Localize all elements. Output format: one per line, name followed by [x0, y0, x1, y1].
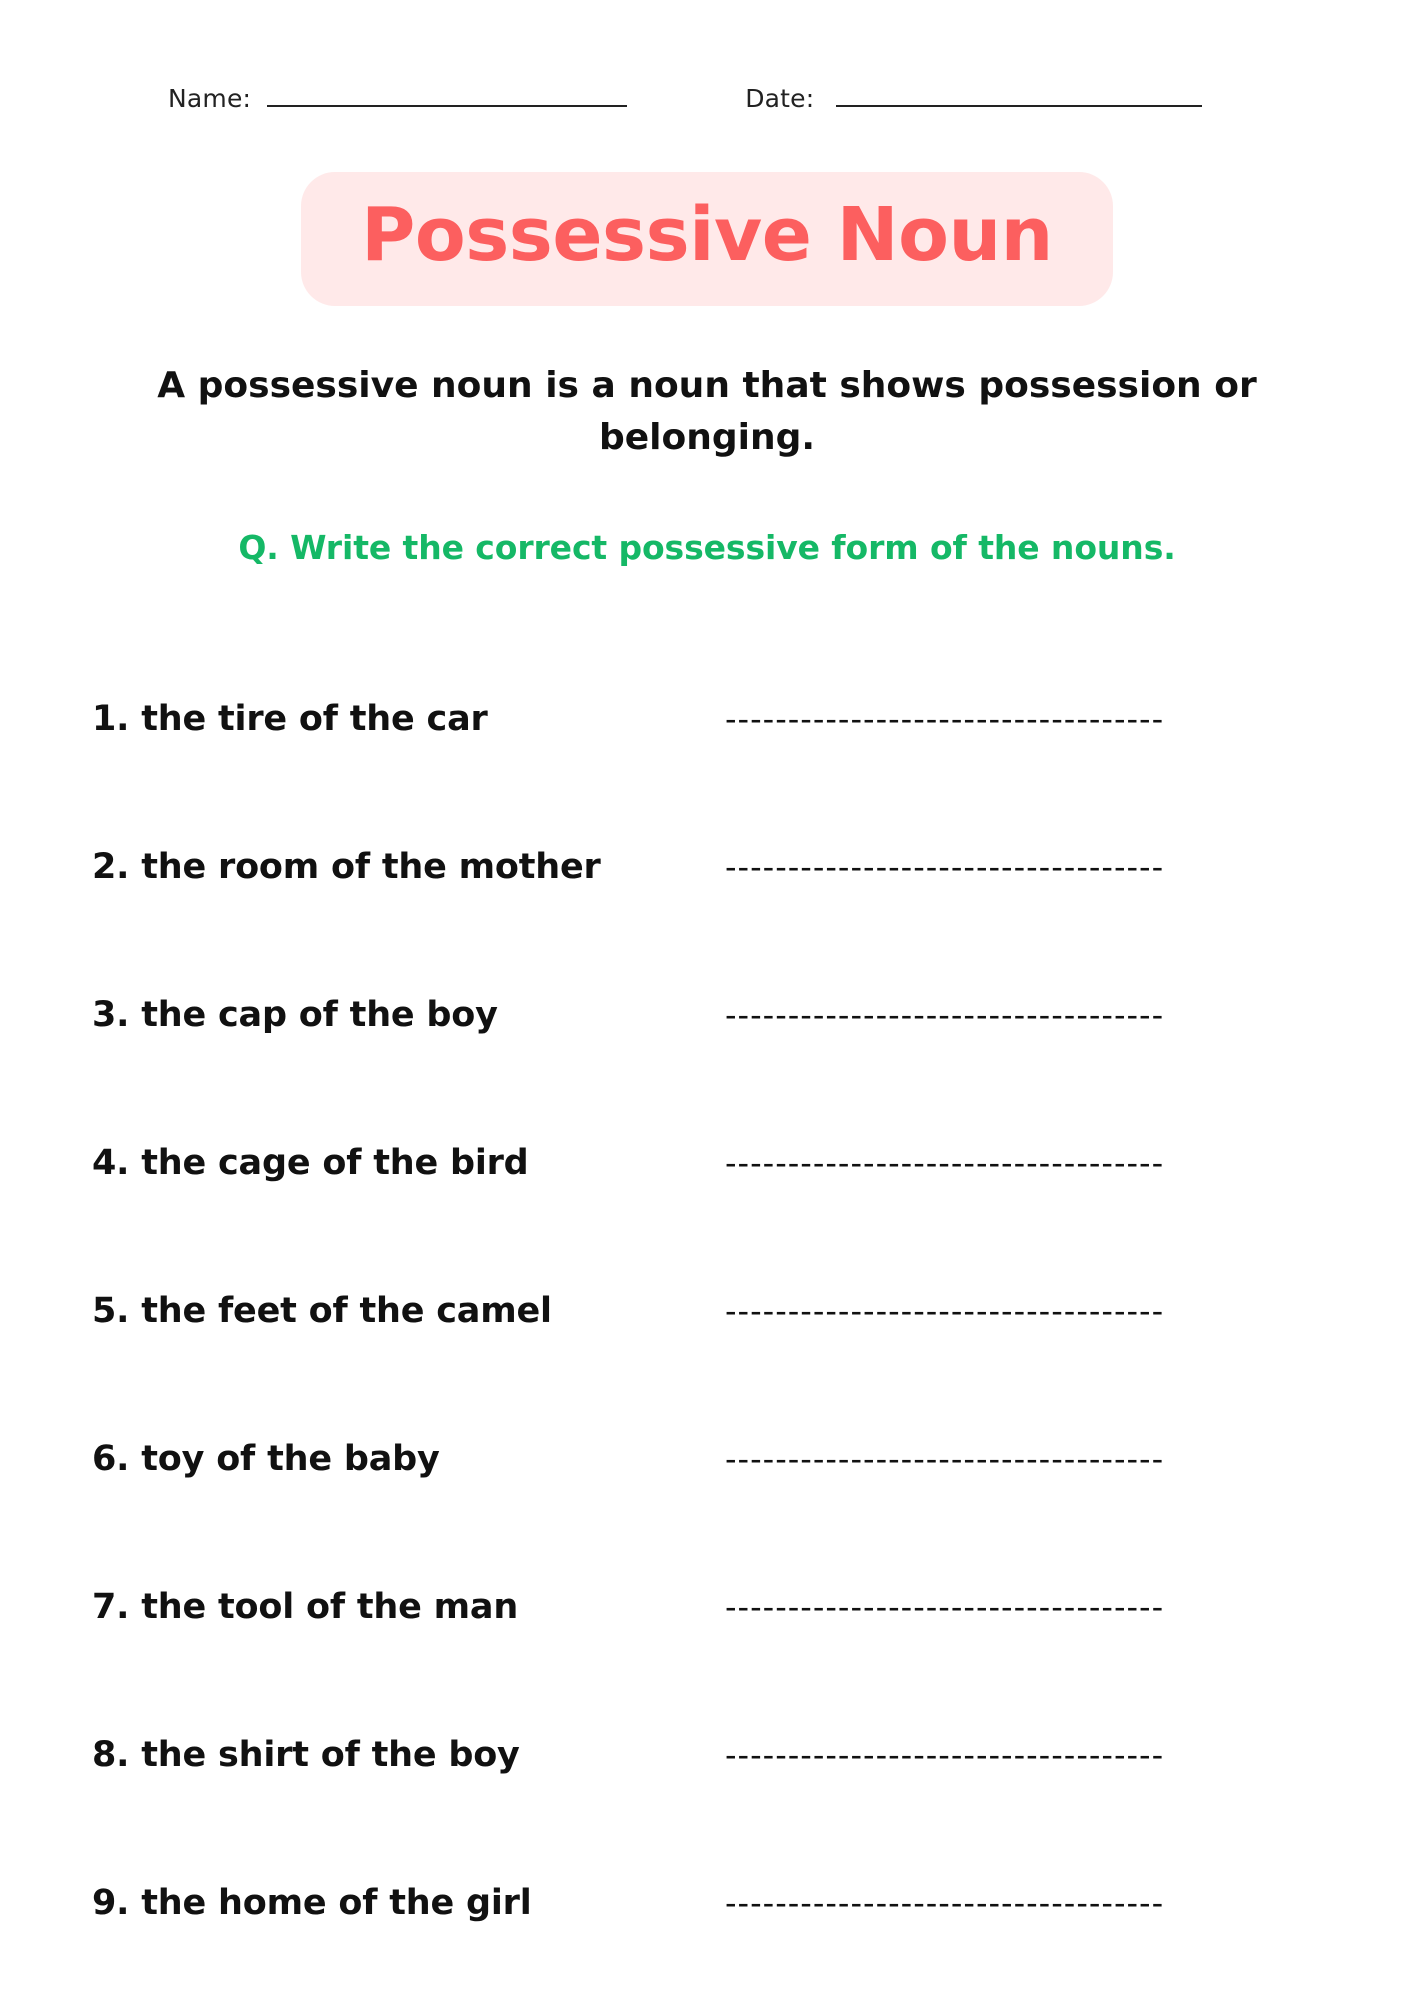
- date-field[interactable]: [745, 84, 1202, 113]
- date-input-line[interactable]: [836, 85, 1202, 107]
- list-item: [92, 1829, 1332, 1977]
- title-highlight-box: [301, 172, 1113, 306]
- list-item: [92, 1681, 1332, 1829]
- answer-blank[interactable]: -----------------------------------: [725, 1440, 1165, 1478]
- list-item: [92, 1237, 1332, 1385]
- answer-blank[interactable]: -----------------------------------: [725, 1884, 1165, 1922]
- question-list: [92, 645, 1332, 1977]
- question-text: 9. the home of the girl: [92, 1883, 532, 1923]
- page-title: Possessive Noun: [361, 192, 1053, 278]
- list-item: [92, 645, 1332, 793]
- answer-blank[interactable]: -----------------------------------: [725, 700, 1165, 738]
- answer-blank[interactable]: -----------------------------------: [725, 1588, 1165, 1626]
- answer-blank[interactable]: -----------------------------------: [725, 1736, 1165, 1774]
- question-text: 4. the cage of the bird: [92, 1143, 529, 1183]
- date-label: Date:: [745, 84, 815, 113]
- title-container: [0, 172, 1414, 306]
- question-text: 6. toy of the baby: [92, 1439, 440, 1479]
- name-input-line[interactable]: [267, 85, 627, 107]
- list-item: [92, 1089, 1332, 1237]
- list-item: [92, 941, 1332, 1089]
- answer-blank[interactable]: -----------------------------------: [725, 848, 1165, 886]
- answer-blank[interactable]: -----------------------------------: [725, 1292, 1165, 1330]
- definition-text: A possessive noun is a noun that shows possession or belonging.: [157, 365, 1257, 459]
- name-field[interactable]: [168, 84, 627, 113]
- question-text: 8. the shirt of the boy: [92, 1735, 520, 1775]
- list-item: [92, 1533, 1332, 1681]
- answer-blank[interactable]: -----------------------------------: [725, 1144, 1165, 1182]
- list-item: [92, 1385, 1332, 1533]
- name-label: Name:: [168, 84, 252, 113]
- answer-blank[interactable]: -----------------------------------: [725, 996, 1165, 1034]
- worksheet-header: [168, 84, 1246, 113]
- question-text: 3. the cap of the boy: [92, 995, 498, 1035]
- question-text: 2. the room of the mother: [92, 847, 601, 887]
- question-text: 5. the feet of the camel: [92, 1291, 552, 1331]
- question-text: 7. the tool of the man: [92, 1587, 519, 1627]
- question-text: 1. the tire of the car: [92, 699, 488, 739]
- list-item: [92, 793, 1332, 941]
- instruction-text: Q. Write the correct possessive form of the nouns.: [238, 528, 1176, 567]
